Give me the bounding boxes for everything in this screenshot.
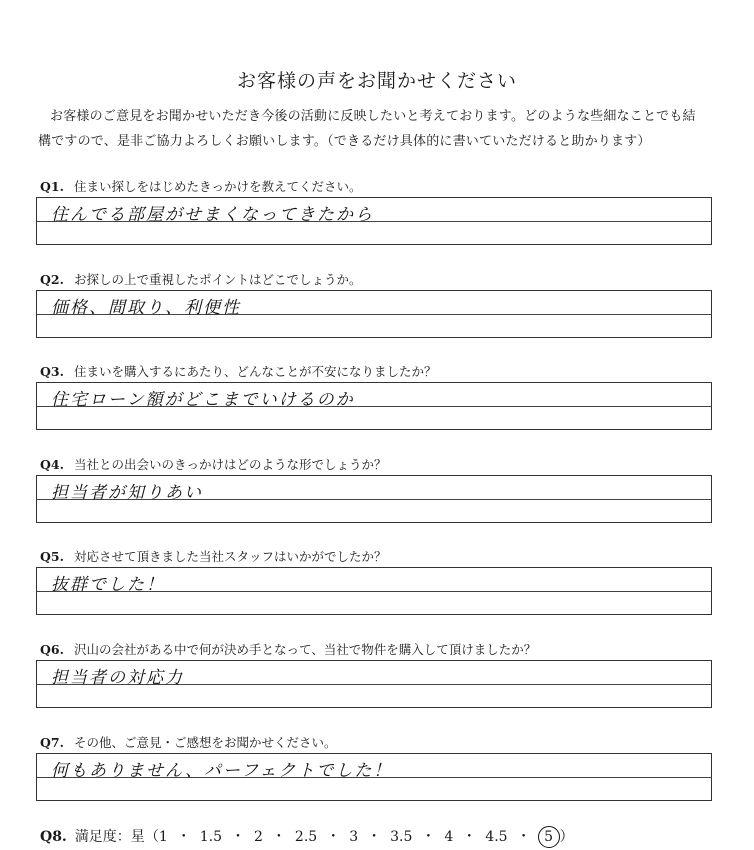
question-number: Q5. xyxy=(40,549,64,564)
question-number: Q6. xyxy=(40,642,64,657)
rating-option: 3 xyxy=(349,829,359,845)
answer-box xyxy=(36,753,712,801)
intro-text xyxy=(38,104,722,154)
answer-box xyxy=(36,197,712,245)
question-text: その他、ご意見・ご感想をお聞かせください。 xyxy=(73,735,337,750)
handwritten-answer: 住宅ローン額がどこまでいけるのか xyxy=(51,390,355,410)
question-number: Q2. xyxy=(40,272,64,287)
question-number: Q7. xyxy=(40,735,64,750)
question-text: お探しの上で重視したポイントはどこでしょうか。 xyxy=(73,272,362,287)
handwritten-answer: 抜群でした！ xyxy=(51,575,165,595)
question-3 xyxy=(40,364,710,430)
rating-separator: ・ xyxy=(176,829,191,845)
rating-question-number: Q8. xyxy=(40,829,67,845)
question-1 xyxy=(40,179,710,245)
question-6 xyxy=(40,642,710,708)
answer-box xyxy=(36,382,712,430)
rating-option: 3.5 xyxy=(390,829,413,845)
question-number: Q1. xyxy=(40,179,64,194)
intro-line-1: お客様のご意見をお聞かせいただき今後の活動に反映したいと考えております。どのような些細なことでも結 xyxy=(50,109,696,124)
question-number: Q3. xyxy=(40,364,64,379)
answer-box xyxy=(36,290,712,338)
answer-box xyxy=(36,475,712,523)
rating-option: 4 xyxy=(444,829,454,845)
rating-option-selected: 5 xyxy=(538,826,560,848)
question-4 xyxy=(40,457,710,523)
intro-line-2: 構ですので、是非ご協力よろしくお願いします。（できるだけ具体的に書いていただけると助かります） xyxy=(38,134,651,149)
answer-box xyxy=(36,660,712,708)
handwritten-answer: 価格、間取り、利便性 xyxy=(51,298,241,318)
rating-option: 1 xyxy=(158,829,168,845)
satisfaction-rating xyxy=(40,826,574,848)
rating-separator: ・ xyxy=(326,829,341,845)
question-text: 沢山の会社がある中で何が決め手となって、当社で物件を購入して頂けましたか？ xyxy=(73,642,537,657)
rating-separator: ・ xyxy=(462,829,477,845)
rating-option: 1.5 xyxy=(199,829,222,845)
handwritten-answer: 担当者が知りあい xyxy=(51,483,203,503)
question-text: 住まい探しをはじめたきっかけを教えてください。 xyxy=(73,179,362,194)
question-7 xyxy=(40,735,710,801)
handwritten-answer: 何もありません、パーフェクトでした！ xyxy=(51,761,393,781)
rating-separator: ・ xyxy=(421,829,436,845)
rating-option: 2.5 xyxy=(294,829,318,845)
page-title: お客様の声をお聞かせください xyxy=(236,70,517,92)
question-text: 対応させて頂きました当社スタッフはいかがでしたか？ xyxy=(73,549,387,564)
rating-separator: ・ xyxy=(516,829,531,845)
rating-label: 満足度：星 xyxy=(74,829,145,845)
question-number: Q4. xyxy=(40,457,64,472)
rating-separator: ・ xyxy=(271,829,286,845)
answer-box xyxy=(36,567,712,615)
question-text: 住まいを購入するにあたり、どんなことが不安になりましたか？ xyxy=(73,364,437,379)
rating-options xyxy=(159,829,560,845)
rating-separator: ・ xyxy=(231,829,245,845)
rating-separator: ・ xyxy=(367,829,382,845)
question-2 xyxy=(40,272,710,338)
handwritten-answer: 担当者の対応力 xyxy=(51,668,184,688)
rating-option: 2 xyxy=(254,829,263,845)
rating-open-paren: （ xyxy=(144,829,159,845)
rating-option: 4.5 xyxy=(485,829,508,845)
handwritten-answer: 住んでる部屋がせまくなってきたから xyxy=(51,205,374,225)
question-5 xyxy=(40,549,710,615)
question-text: 当社との出会いのきっかけはどのような形でしょうか？ xyxy=(73,457,387,472)
rating-close-paren: ） xyxy=(559,829,574,845)
